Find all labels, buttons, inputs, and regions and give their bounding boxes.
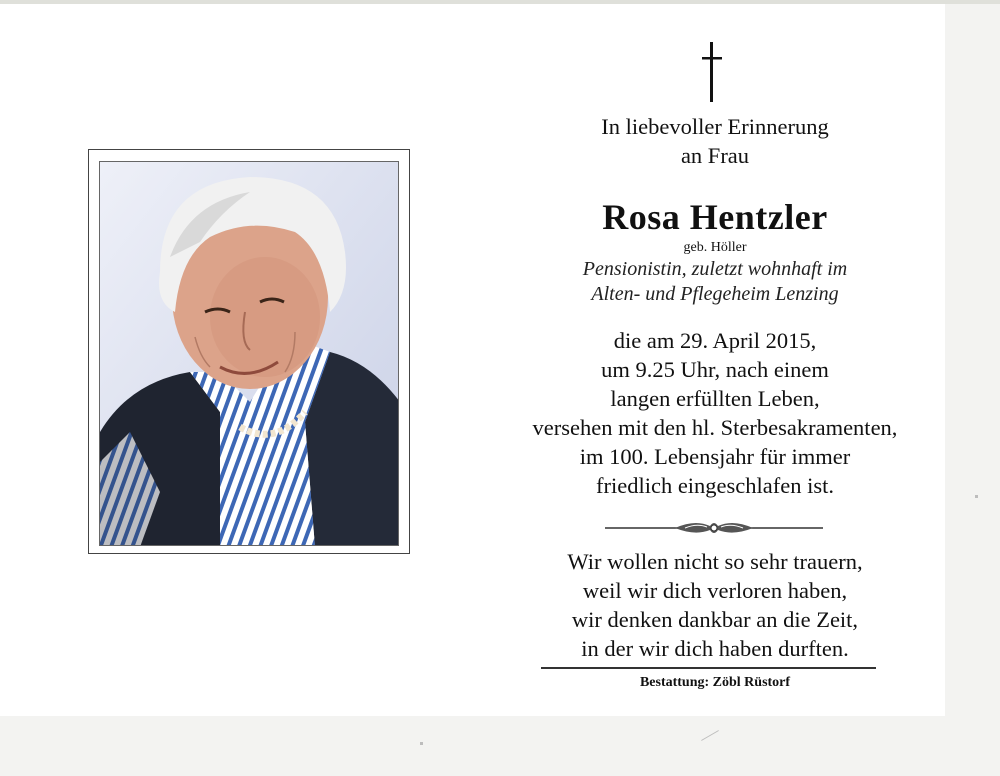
verse-line-1: Wir wollen nicht so sehr trauern,	[567, 549, 863, 574]
occupation-line-2: Alten- und Pflegeheim Lenzing	[591, 283, 839, 305]
deceased-name: Rosa Hentzler	[602, 197, 828, 237]
intro-line-2: an Frau	[680, 143, 750, 168]
notice-line-1: die am 29. April 2015,	[613, 328, 817, 353]
occupation-line-1: Pensionistin, zuletzt wohnhaft im	[582, 258, 848, 280]
notice-line-4: versehen mit den hl. Sterbesakramenten,	[532, 415, 898, 440]
photo-frame	[88, 149, 410, 554]
notice-line-3: langen erfüllten Leben,	[610, 386, 820, 411]
notice-line-2: um 9.25 Uhr, nach einem	[601, 357, 829, 382]
memorial-card	[0, 4, 945, 716]
cross-icon	[690, 42, 734, 104]
maiden-name: geb. Höller	[683, 240, 747, 255]
ornament-divider-icon	[605, 516, 823, 538]
scan-speck	[420, 742, 423, 745]
verse-line-2: weil wir dich verloren haben,	[582, 578, 848, 603]
bottom-rule	[541, 667, 876, 669]
verse-line-3: wir denken dankbar an die Zeit,	[571, 607, 859, 632]
notice-line-6: friedlich eingeschlafen ist.	[595, 473, 835, 498]
intro-line-1: In liebevoller Erinnerung	[601, 114, 829, 139]
notice-line-5: im 100. Lebensjahr für immer	[579, 444, 851, 469]
scan-speck	[975, 495, 978, 498]
portrait-photo	[99, 161, 399, 546]
portrait-illustration	[100, 162, 399, 546]
undertaker: Bestattung: Zöbl Rüstorf	[639, 675, 791, 690]
scan-speck	[701, 730, 719, 741]
verse-line-4: in der wir dich haben durften.	[581, 636, 849, 661]
